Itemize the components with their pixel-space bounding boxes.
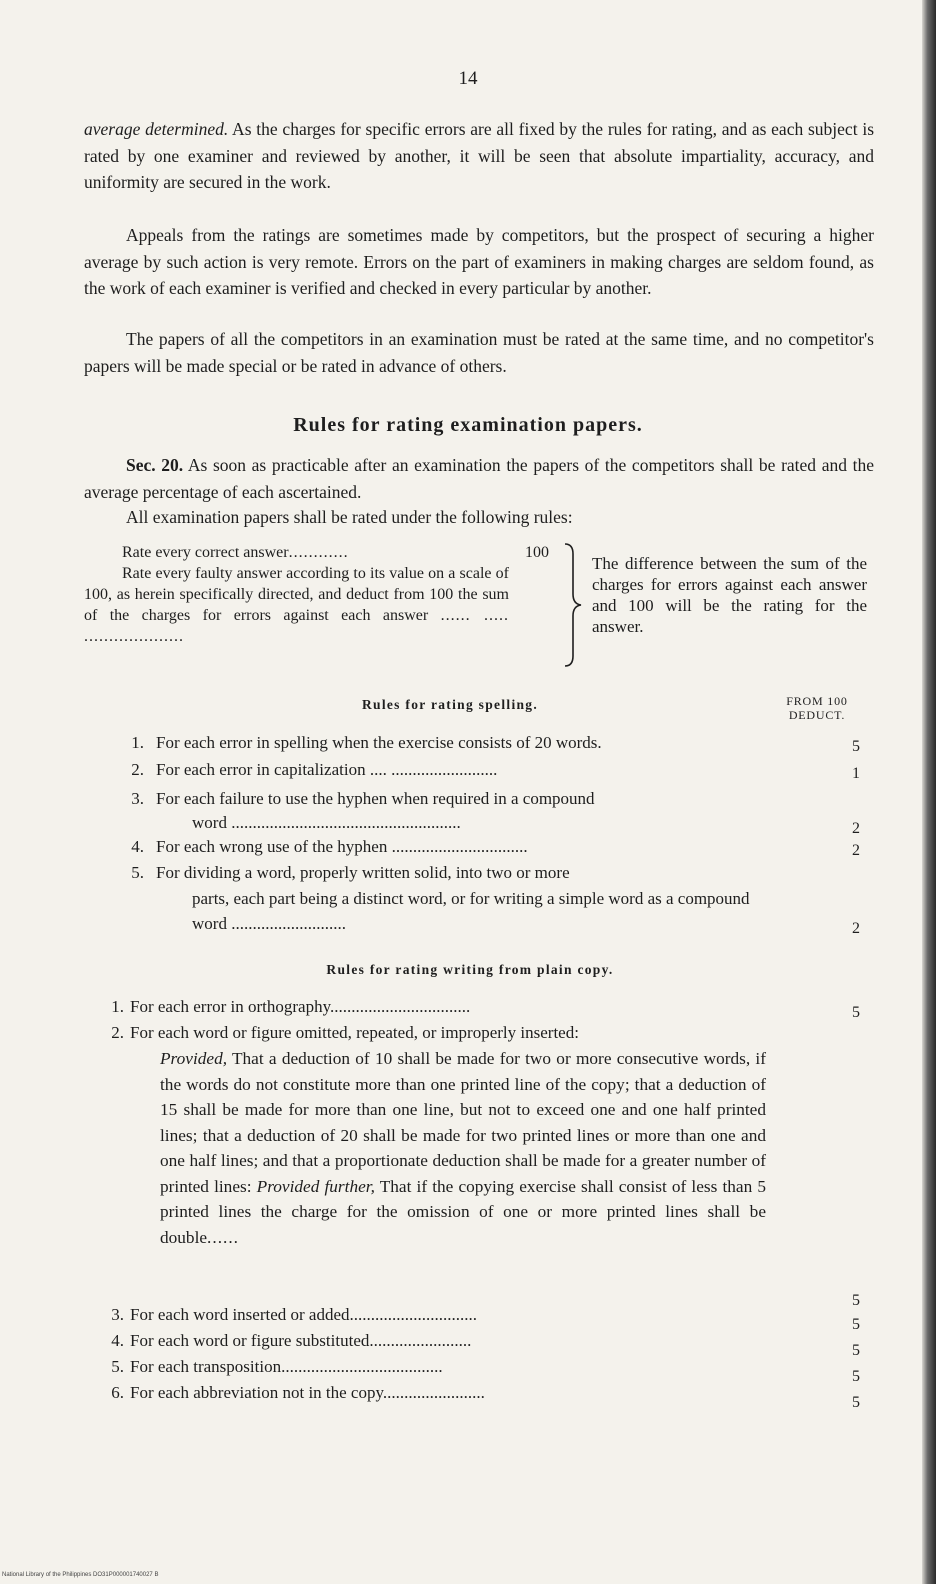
emphasis-average-determined: average determined. — [84, 119, 229, 139]
rule-text: For each abbreviation not in the copy........................ — [130, 1383, 485, 1402]
writing-rule-2-proviso — [160, 1046, 766, 1250]
rule-number: 4. — [131, 837, 144, 856]
rule-text: For each word or figure substituted........................ — [130, 1331, 472, 1350]
rule-number: 2. — [111, 1023, 124, 1042]
rule-text-continued: word ...................................................... — [192, 813, 461, 832]
rule-number: 4. — [111, 1331, 124, 1350]
rule-deduction: 2 — [852, 820, 860, 837]
rule-text: For each transposition...................................... — [130, 1357, 443, 1376]
rule-deduction: 5 — [852, 1292, 860, 1309]
proviso-text-further: That if the copying exercise shall consist of less than 5 printed lines the charge for the omission of one or more printed lines shall be double — [160, 1176, 766, 1247]
paragraph-average-text: As the charges for specific errors are all fixed by the rules for rating, and as each subject is rated by one examiner and reviewed by another, it will be seen that absolute impartiality, accuracy, and uniformity are secured in the work. — [84, 119, 875, 192]
rate-faulty-body: Rate every faulty answer according to its value on a scale of 100, as herein specifically directed, and deduct from 100 the sum of the charges for errors against each answer — [84, 565, 509, 624]
rating-rules-left — [84, 542, 549, 647]
rule-deduction: 2 — [852, 920, 860, 937]
rule-deduction: 1 — [852, 765, 860, 782]
rule-text: For each word or figure omitted, repeated, or improperly inserted: — [130, 1023, 579, 1042]
rule-number: 6. — [111, 1383, 124, 1402]
rule-number: 2. — [131, 760, 144, 779]
rate-correct-value: 100 — [525, 544, 549, 561]
rule-text: For each wrong use of the hyphen ................................ — [156, 837, 528, 856]
section-20-paragraph — [84, 452, 874, 505]
rule-text: For dividing a word, properly written solid, into two or more — [156, 863, 570, 882]
paragraph-average — [84, 116, 874, 196]
writing-rules-title: Rules for rating writing from plain copy. — [326, 962, 614, 977]
rule-deduction: 5 — [852, 1368, 860, 1385]
rule-number: 1. — [111, 997, 124, 1016]
rate-correct-text: Rate every correct answer — [122, 544, 289, 561]
rate-faulty-dots: ...... ..... .................... — [84, 607, 509, 645]
proviso-dots: ...... — [207, 1227, 239, 1247]
rule-deduction: 2 — [852, 842, 860, 859]
rule-deduction: 5 — [852, 1394, 860, 1411]
section-label: Sec. 20. — [126, 455, 184, 475]
page-number: 14 — [458, 68, 478, 89]
rule-text: For each error in orthography................................. — [130, 997, 471, 1016]
rule-text: For each error in capitalization .... ......................... — [156, 760, 498, 779]
rate-correct-dots: ............ — [288, 544, 349, 561]
emphasis-provided-further: Provided further, — [256, 1176, 375, 1196]
rule-number: 5. — [131, 863, 144, 882]
emphasis-provided: Provided, — [160, 1049, 228, 1068]
rule-text-continued: parts, each part being a distinct word, or for writing a simple word as a compound word ........................... — [192, 889, 750, 933]
section-20-rules-intro: All examination papers shall be rated under the following rules: — [126, 507, 573, 527]
rule-deduction: 5 — [852, 1342, 860, 1359]
proviso-text: That a deduction of 10 shall be made for two or more consecutive words, if the words do not constitute more than one printed line of the copy; that a deduction of 15 shall be made for more than one line, but not to exceed one and one half printed lines; that a deduction of 20 shall be made for two printed lines or more than one and one half lines; and that a proportionate deduction shall be made for a greater number of printed lines: — [160, 1049, 766, 1196]
rule-deduction: 5 — [852, 738, 860, 755]
section-heading: Rules for rating examination papers. — [293, 414, 643, 436]
paragraph-appeals: Appeals from the ratings are sometimes made by competitors, but the prospect of securing a higher average by such action is very remote. Errors on the part of examiners in making charges are seldom found, as the work of each examiner is verified and checked in every particular by another. — [84, 225, 874, 298]
rate-faulty-text — [84, 563, 509, 647]
spelling-rules-title: Rules for rating spelling. — [361, 697, 539, 712]
rule-deduction: 5 — [852, 1004, 860, 1021]
deduct-column-header-line1: FROM 100 — [786, 694, 848, 708]
page-edge-shadow — [922, 0, 936, 1584]
deduct-column-header-line2: DEDUCT. — [788, 708, 846, 722]
rule-number: 1. — [131, 733, 144, 752]
rule-number: 5. — [111, 1357, 124, 1376]
rule-deduction: 5 — [852, 1316, 860, 1333]
rule-number: 3. — [111, 1305, 124, 1324]
brace-icon — [553, 542, 583, 668]
deduct-column-header — [762, 694, 872, 722]
rule-text: For each word inserted or added.............................. — [130, 1305, 478, 1324]
rule-text: For each error in spelling when the exercise consists of 20 words. — [156, 733, 602, 752]
library-footer: National Library of the Philippines DO31P000001740027 B — [2, 1572, 159, 1578]
section-20-text: As soon as practicable after an examination the papers of the competitors shall be rated and the average percentage of each ascertained. — [84, 455, 874, 502]
rating-note-right: The difference between the sum of the charges for errors against each answer and 100 will be the rating for the answer. — [592, 554, 867, 636]
paragraph-competitors: The papers of all the competitors in an examination must be rated at the same time, and no competitor's papers will be made special or be rated in advance of others. — [84, 329, 874, 376]
rule-text: For each failure to use the hyphen when required in a compound — [156, 789, 595, 808]
rate-correct-line — [84, 542, 549, 563]
rule-number: 3. — [131, 789, 144, 808]
